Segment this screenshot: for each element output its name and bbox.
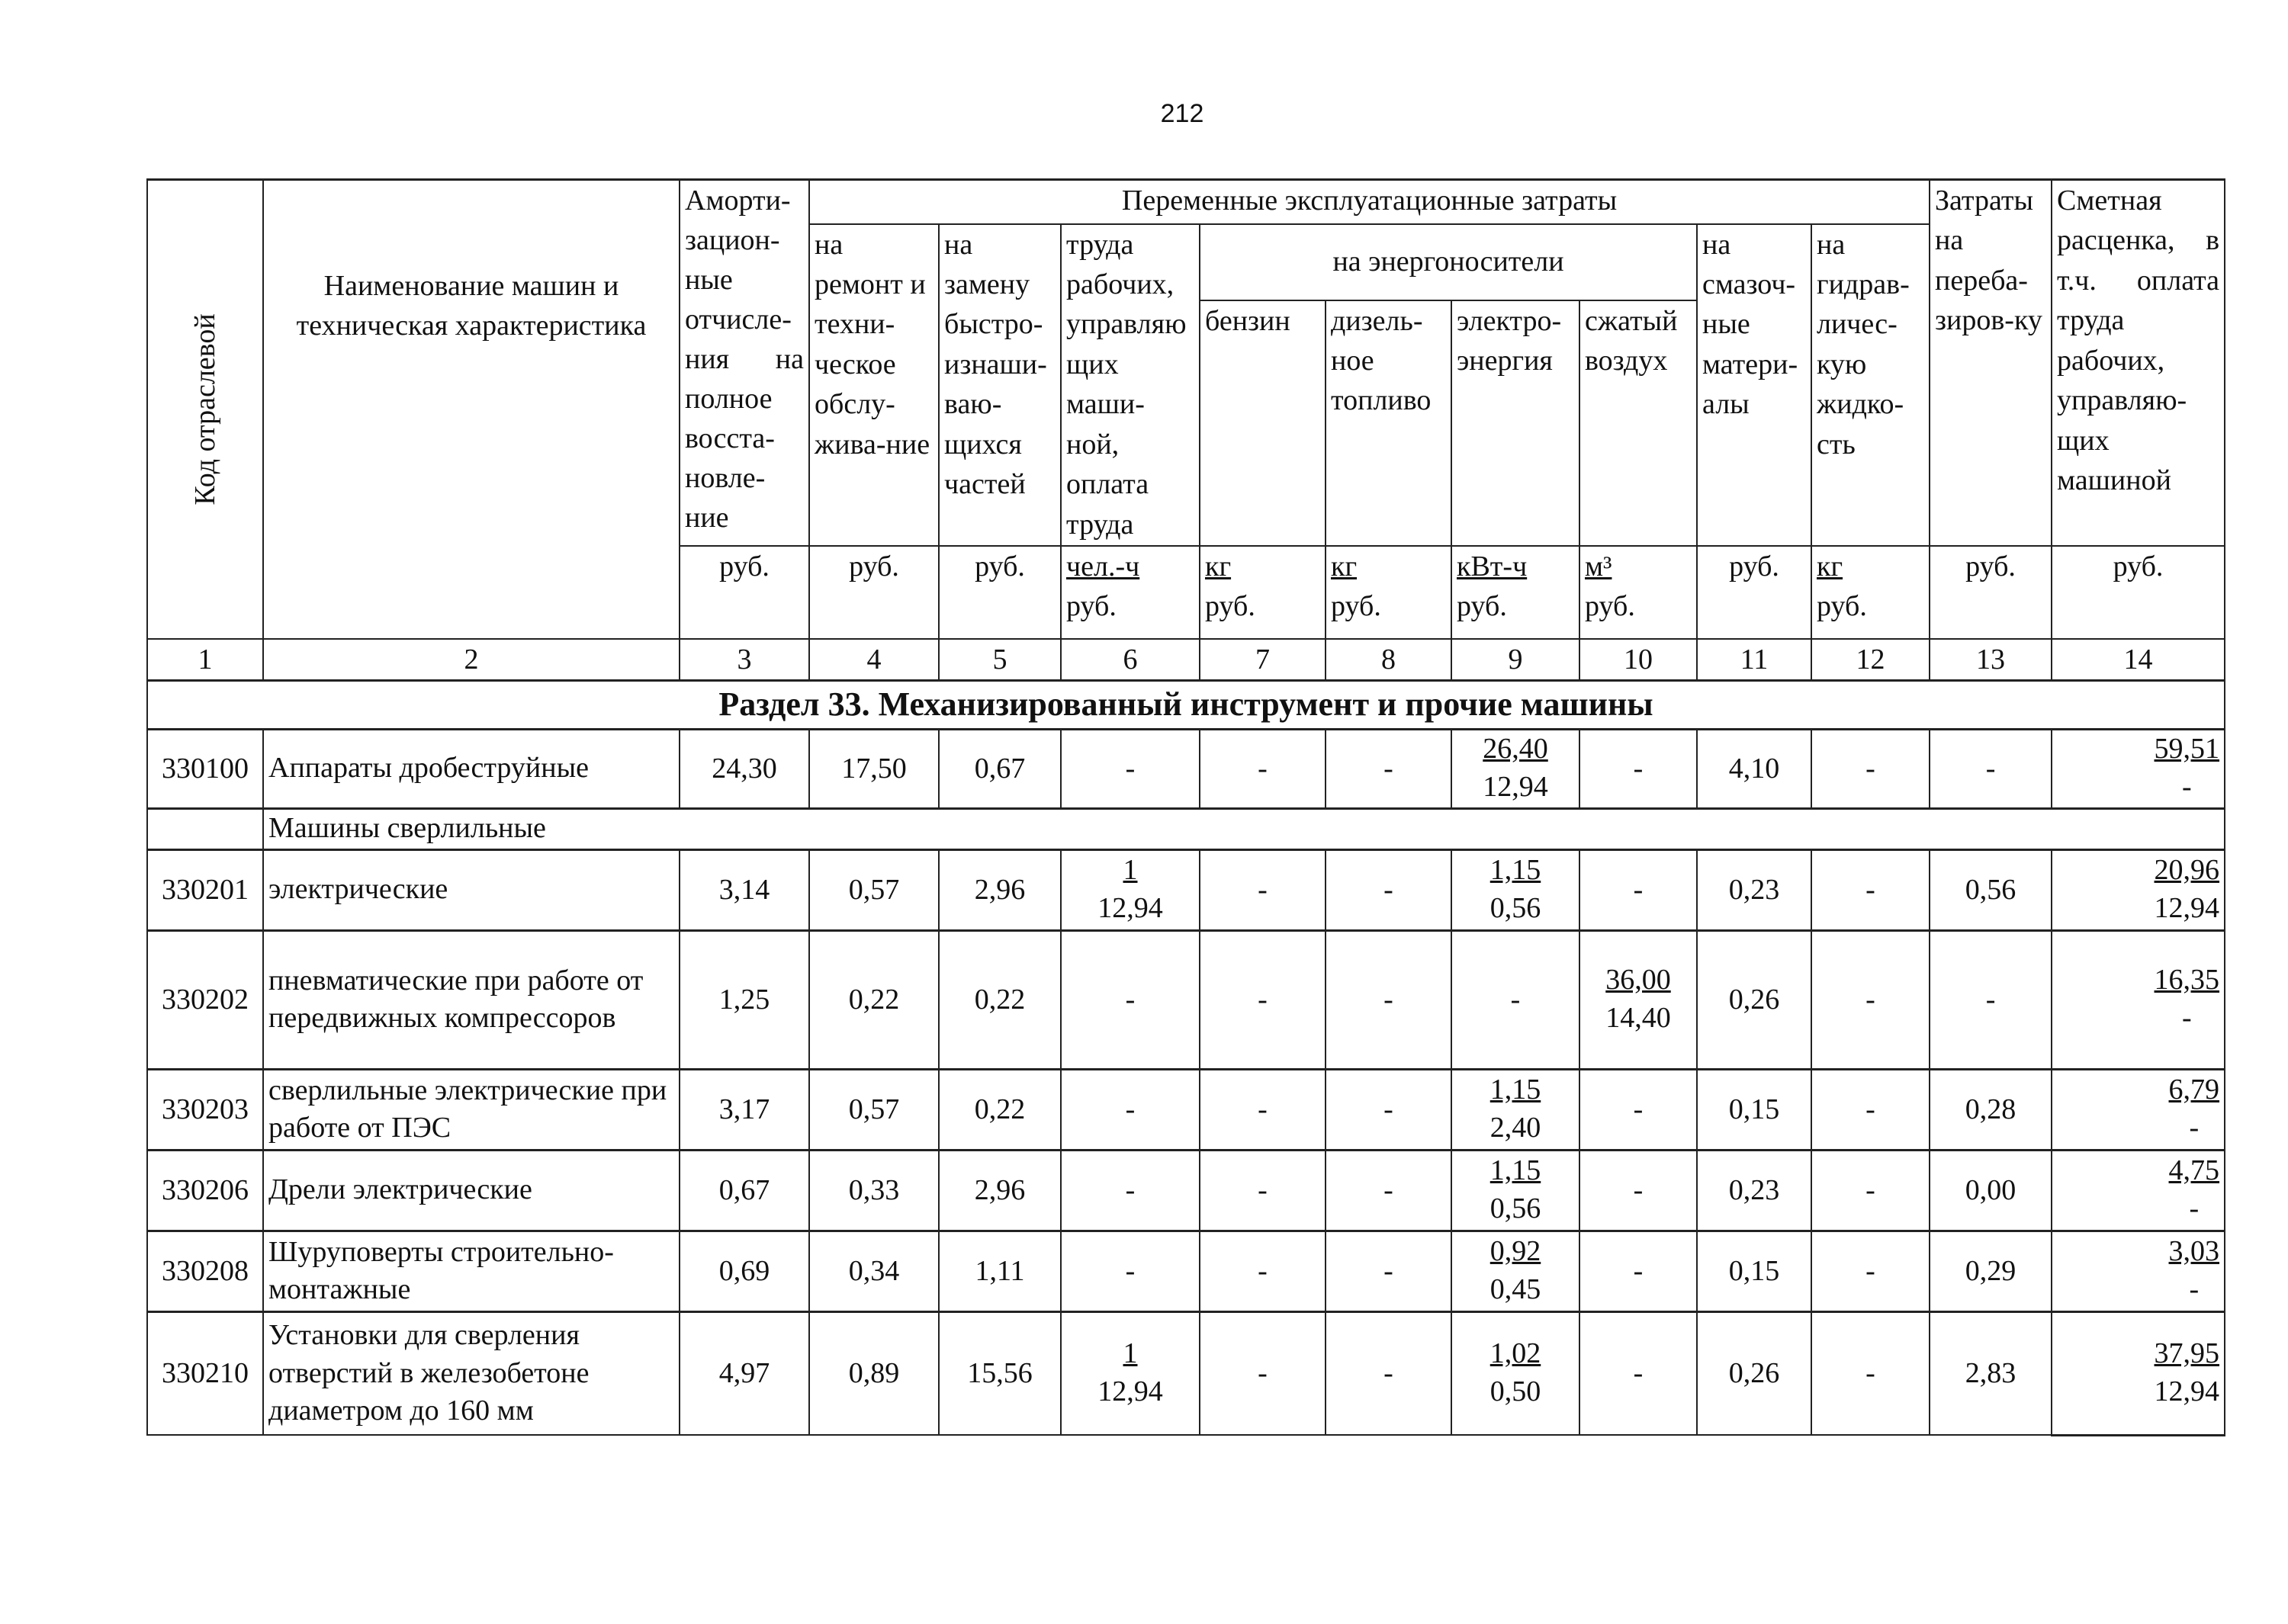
unit-c11: руб. bbox=[1697, 546, 1811, 639]
col-number: 2 bbox=[263, 639, 680, 681]
cell: 0,33 bbox=[809, 1150, 939, 1231]
cell: 0,22 bbox=[939, 930, 1061, 1069]
unit-c5: руб. bbox=[939, 546, 1061, 639]
cell: $\frac{20,96}{12,94}$ bbox=[2052, 849, 2225, 930]
cell: 0,22 bbox=[809, 930, 939, 1069]
cell: - bbox=[1811, 849, 1930, 930]
row-code: 330210 bbox=[147, 1311, 263, 1435]
cell: 2,96 bbox=[939, 1150, 1061, 1231]
cell: 2,96 bbox=[939, 849, 1061, 930]
cell: 0,67 bbox=[939, 729, 1061, 808]
cell: $\frac{1,15}{0,56}$ bbox=[1451, 1150, 1579, 1231]
cell: - bbox=[1200, 729, 1326, 808]
cell: - bbox=[1061, 930, 1200, 1069]
unit-c12: кг руб. bbox=[1811, 546, 1930, 639]
header-air-col: сжатый воздух bbox=[1579, 300, 1697, 546]
group-label: Машины сверлильные bbox=[263, 808, 2225, 849]
cell: 3,17 bbox=[680, 1069, 809, 1150]
cell: 0,22 bbox=[939, 1069, 1061, 1150]
cell: - bbox=[1200, 849, 1326, 930]
table-row bbox=[147, 1311, 2225, 1435]
unit-c14: руб. bbox=[2052, 546, 2225, 639]
cell: 0,29 bbox=[1930, 1231, 2052, 1311]
table-row bbox=[147, 1231, 2225, 1311]
cell: 0,15 bbox=[1697, 1069, 1811, 1150]
header-name-col: Наименование машин и техническая характеристика bbox=[263, 180, 680, 639]
cell: 4,97 bbox=[680, 1311, 809, 1435]
header-amortization-col: Аморти-зацион-ные отчисле-ния на полное восста-новле-ние bbox=[680, 180, 809, 546]
col-number: 4 bbox=[809, 639, 939, 681]
cell: $\frac{3,03}{-}$ bbox=[2052, 1231, 2225, 1311]
col-number: 5 bbox=[939, 639, 1061, 681]
col-number: 8 bbox=[1326, 639, 1451, 681]
header-electricity-col: электро-энергия bbox=[1451, 300, 1579, 546]
cell: - bbox=[1579, 1150, 1697, 1231]
cell: 2,83 bbox=[1930, 1311, 2052, 1435]
cell: 0,00 bbox=[1930, 1150, 2052, 1231]
cell: 0,57 bbox=[809, 1069, 939, 1150]
cell: - bbox=[1811, 1311, 1930, 1435]
cell: - bbox=[1326, 930, 1451, 1069]
row-name: электрические bbox=[263, 849, 680, 930]
cell: $\frac{1,02}{0,50}$ bbox=[1451, 1311, 1579, 1435]
col-number: 11 bbox=[1697, 639, 1811, 681]
unit-c3: руб. bbox=[680, 546, 809, 639]
cell: - bbox=[1930, 930, 2052, 1069]
section-title: Раздел 33. Механизированный инструмент и прочие машины bbox=[147, 680, 2225, 729]
col-number: 6 bbox=[1061, 639, 1200, 681]
cell: 15,56 bbox=[939, 1311, 1061, 1435]
cell: - bbox=[1200, 1150, 1326, 1231]
cell: 0,28 bbox=[1930, 1069, 2052, 1150]
row-name: Дрели электрические bbox=[263, 1150, 680, 1231]
cell: - bbox=[1200, 1069, 1326, 1150]
cell: - bbox=[1579, 1231, 1697, 1311]
cell: - bbox=[1579, 1069, 1697, 1150]
header-parts-col: на замену быстро-изнаши-ваю-щихся частей bbox=[939, 224, 1061, 546]
cell: $\frac{26,40}{12,94}$ bbox=[1451, 729, 1579, 808]
cell: - bbox=[1326, 849, 1451, 930]
cell: $\frac{1,15}{0,56}$ bbox=[1451, 849, 1579, 930]
cell: - bbox=[1326, 1311, 1451, 1435]
col-number: 12 bbox=[1811, 639, 1930, 681]
row-code: 330100 bbox=[147, 729, 263, 808]
unit-c8: кг руб. bbox=[1326, 546, 1451, 639]
header-hydraulic-col: на гидрав-личес-кую жидко-сть bbox=[1811, 224, 1930, 546]
cell: 0,34 bbox=[809, 1231, 939, 1311]
cell: 24,30 bbox=[680, 729, 809, 808]
row-code: 330208 bbox=[147, 1231, 263, 1311]
header-labor-col: труда рабочих, управляю щих маши-ной, оплата труда bbox=[1061, 224, 1200, 546]
row-code: 330203 bbox=[147, 1069, 263, 1150]
cell: - bbox=[1061, 1231, 1200, 1311]
cell: 1,11 bbox=[939, 1231, 1061, 1311]
cell: - bbox=[1200, 1311, 1326, 1435]
unit-c6: чел.-ч руб. bbox=[1061, 546, 1200, 639]
unit-c4: руб. bbox=[809, 546, 939, 639]
header-estimate-col: Сметная расценка, в т.ч. оплата труда рабочих, управляю-щих машиной bbox=[2052, 180, 2225, 546]
cell: - bbox=[1811, 1069, 1930, 1150]
cell: - bbox=[1326, 1150, 1451, 1231]
cell: 0,69 bbox=[680, 1231, 809, 1311]
cell: - bbox=[1061, 1069, 1200, 1150]
cell: $\frac{1}{12,94}$ bbox=[1061, 1311, 1200, 1435]
unit-c7: кг руб. bbox=[1200, 546, 1326, 639]
cell: $\frac{1,15}{2,40}$ bbox=[1451, 1069, 1579, 1150]
machine-rates-table bbox=[146, 178, 2225, 1436]
table-row bbox=[147, 1069, 2225, 1150]
cell: $\frac{1}{12,94}$ bbox=[1061, 849, 1200, 930]
col-number: 14 bbox=[2052, 639, 2225, 681]
cell: 0,57 bbox=[809, 849, 939, 930]
cell: 0,67 bbox=[680, 1150, 809, 1231]
page-number: 212 bbox=[1160, 99, 1204, 128]
cell: 3,14 bbox=[680, 849, 809, 930]
row-name: Аппараты дробеструйные bbox=[263, 729, 680, 808]
header-rebasing-col: Затраты на переба-зиров-ку bbox=[1930, 180, 2052, 546]
header-variable-costs: Переменные эксплуатационные затраты bbox=[809, 180, 1930, 224]
header-diesel-col: дизель-ное топливо bbox=[1326, 300, 1451, 546]
col-number: 3 bbox=[680, 639, 809, 681]
cell: - bbox=[1811, 1231, 1930, 1311]
table-row bbox=[147, 1150, 2225, 1231]
cell: 1,25 bbox=[680, 930, 809, 1069]
unit-c13: руб. bbox=[1930, 546, 2052, 639]
cell: $\frac{6,79}{-}$ bbox=[2052, 1069, 2225, 1150]
cell: - bbox=[1579, 849, 1697, 930]
header-energy-group: на энергоносители bbox=[1200, 224, 1697, 300]
cell: $\frac{16,35}{-}$ bbox=[2052, 930, 2225, 1069]
table-row bbox=[147, 849, 2225, 930]
cell: 0,26 bbox=[1697, 930, 1811, 1069]
col-number: 1 bbox=[147, 639, 263, 681]
col-number: 9 bbox=[1451, 639, 1579, 681]
cell: - bbox=[1200, 1231, 1326, 1311]
header-lubricants-col: на смазоч-ные матери-алы bbox=[1697, 224, 1811, 546]
row-name: пневматические при работе от передвижных компрессоров bbox=[263, 930, 680, 1069]
cell: - bbox=[1326, 1231, 1451, 1311]
cell: 0,23 bbox=[1697, 1150, 1811, 1231]
header-code-col: Код отраслевой bbox=[147, 180, 263, 639]
cell: - bbox=[1930, 729, 2052, 808]
cell: - bbox=[1200, 930, 1326, 1069]
cell: - bbox=[1451, 930, 1579, 1069]
cell: - bbox=[1811, 729, 1930, 808]
row-name: Установки для сверления отверстий в железобетоне диаметром до 160 мм bbox=[263, 1311, 680, 1435]
header-repair-col: на ремонт и техни-ческое обслу-жива-ние bbox=[809, 224, 939, 546]
cell: 0,89 bbox=[809, 1311, 939, 1435]
cell: 0,56 bbox=[1930, 849, 2052, 930]
cell: $\frac{36,00}{14,40}$ bbox=[1579, 930, 1697, 1069]
header-petrol-col: бензин bbox=[1200, 300, 1326, 546]
table-row bbox=[147, 930, 2225, 1069]
cell: 0,23 bbox=[1697, 849, 1811, 930]
row-name: Шуруповерты строительно-монтажные bbox=[263, 1231, 680, 1311]
cell: - bbox=[1326, 729, 1451, 808]
unit-c9: кВт-ч руб. bbox=[1451, 546, 1579, 639]
cell: - bbox=[1326, 1069, 1451, 1150]
col-number: 10 bbox=[1579, 639, 1697, 681]
cell: 0,15 bbox=[1697, 1231, 1811, 1311]
cell: 4,10 bbox=[1697, 729, 1811, 808]
cell: - bbox=[1579, 1311, 1697, 1435]
cell: - bbox=[1811, 1150, 1930, 1231]
cell: $\frac{59,51}{-}$ bbox=[2052, 729, 2225, 808]
unit-c10: м³ руб. bbox=[1579, 546, 1697, 639]
cell: 0,26 bbox=[1697, 1311, 1811, 1435]
cell: $\frac{0,92}{0,45}$ bbox=[1451, 1231, 1579, 1311]
row-code: 330206 bbox=[147, 1150, 263, 1231]
group-code-empty bbox=[147, 808, 263, 849]
row-code: 330202 bbox=[147, 930, 263, 1069]
cell: $\frac{37,95}{12,94}$ bbox=[2052, 1311, 2225, 1435]
cell: - bbox=[1061, 1150, 1200, 1231]
cell: - bbox=[1811, 930, 1930, 1069]
cell: 17,50 bbox=[809, 729, 939, 808]
cell: $\frac{4,75}{-}$ bbox=[2052, 1150, 2225, 1231]
table-row bbox=[147, 729, 2225, 808]
col-number: 13 bbox=[1930, 639, 2052, 681]
row-code: 330201 bbox=[147, 849, 263, 930]
col-number: 7 bbox=[1200, 639, 1326, 681]
cell: - bbox=[1061, 729, 1200, 808]
row-name: сверлильные электрические при работе от ПЭС bbox=[263, 1069, 680, 1150]
cell: - bbox=[1579, 729, 1697, 808]
